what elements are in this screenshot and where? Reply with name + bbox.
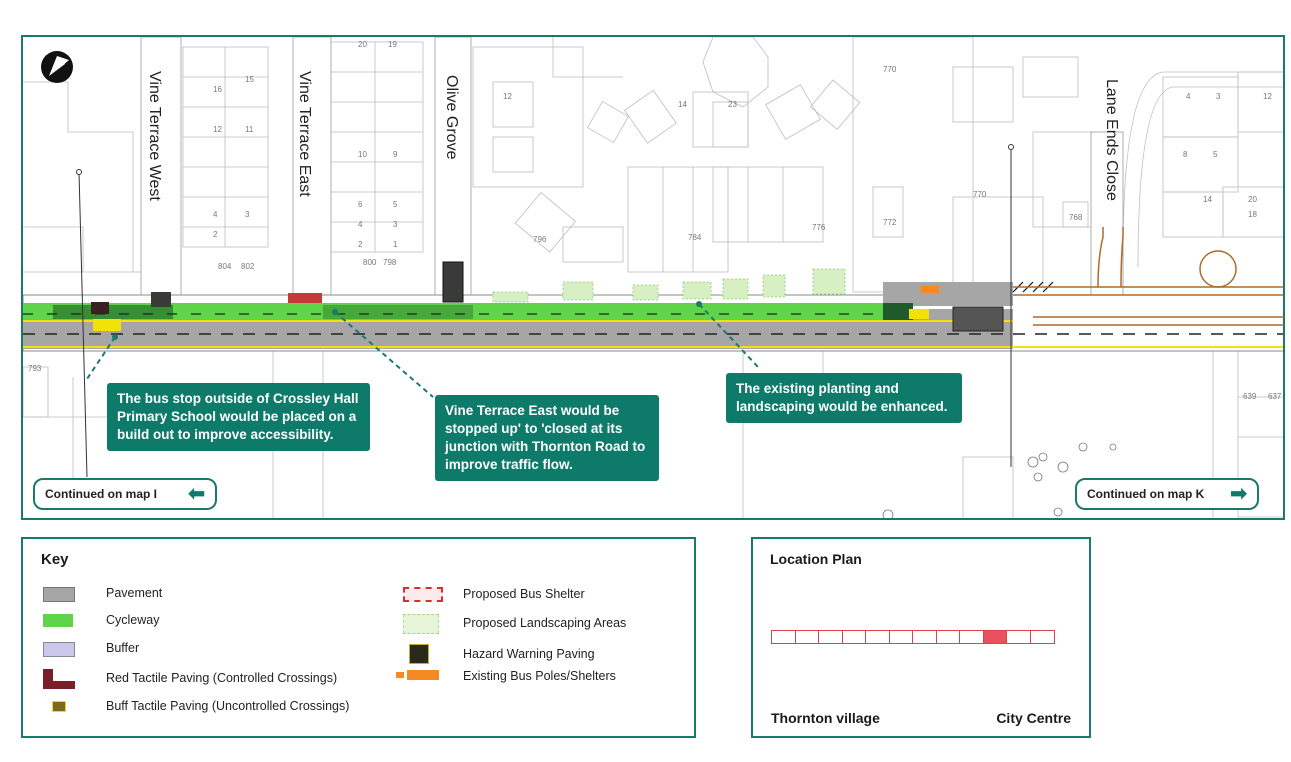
callout-bus-stop: The bus stop outside of Crossley Hall Primary School would be placed on a build out to improve accessibility. xyxy=(107,383,370,451)
location-plan-segment xyxy=(771,630,796,644)
street-label-vine-terrace-east: Vine Terrace East xyxy=(296,71,313,197)
location-plan-segment xyxy=(1006,630,1031,644)
svg-text:3: 3 xyxy=(1216,92,1221,101)
svg-text:802: 802 xyxy=(241,262,255,271)
svg-text:772: 772 xyxy=(883,218,897,227)
continue-map-i-label: Continued on map I xyxy=(45,487,157,501)
svg-text:12: 12 xyxy=(1263,92,1272,101)
hazard-paving-swatch xyxy=(409,644,429,664)
key-item-buff-tactile: Buff Tactile Paving (Uncontrolled Crossings) xyxy=(106,699,350,713)
svg-text:3: 3 xyxy=(245,210,250,219)
svg-text:770: 770 xyxy=(883,65,897,74)
location-plan-segment xyxy=(959,630,984,644)
key-item-pavement: Pavement xyxy=(106,586,163,600)
svg-text:14: 14 xyxy=(678,100,687,109)
street-label-vine-terrace-west: Vine Terrace West xyxy=(146,71,163,201)
location-plan-strip xyxy=(771,630,1053,644)
bus-shelter-swatch xyxy=(403,587,443,602)
location-plan-segment xyxy=(795,630,820,644)
location-plan-right-label: City Centre xyxy=(996,710,1071,726)
key-item-buffer: Buffer xyxy=(106,641,140,655)
callout-planting: The existing planting and landscaping would be enhanced. xyxy=(726,373,962,423)
svg-text:639: 639 xyxy=(1243,392,1257,401)
svg-text:20: 20 xyxy=(1248,195,1257,204)
side-streets xyxy=(141,37,1123,302)
svg-text:9: 9 xyxy=(393,150,398,159)
key-title: Key xyxy=(41,551,69,568)
svg-text:18: 18 xyxy=(1248,210,1257,219)
location-plan-segment xyxy=(889,630,914,644)
buffer-swatch xyxy=(43,642,75,657)
existing-bus-shelter xyxy=(921,286,939,293)
svg-text:11: 11 xyxy=(245,125,254,134)
pavement-swatch xyxy=(43,587,75,602)
svg-text:637: 637 xyxy=(1268,392,1282,401)
location-plan-panel xyxy=(751,537,1091,738)
svg-text:804: 804 xyxy=(218,262,232,271)
red-tactile-swatch xyxy=(43,669,75,689)
svg-text:798: 798 xyxy=(383,258,397,267)
location-plan-title: Location Plan xyxy=(770,551,862,567)
red-tactile xyxy=(288,293,322,303)
svg-text:1: 1 xyxy=(393,240,398,249)
svg-text:776: 776 xyxy=(812,223,826,232)
svg-text:5: 5 xyxy=(1213,150,1218,159)
key-item-red-tactile: Red Tactile Paving (Controlled Crossings) xyxy=(106,671,338,685)
svg-text:796: 796 xyxy=(533,235,547,244)
street-label-lane-ends-close: Lane Ends Close xyxy=(1103,79,1120,201)
svg-text:19: 19 xyxy=(388,40,397,49)
key-item-bus-shelter: Proposed Bus Shelter xyxy=(463,587,585,601)
continue-map-k-label: Continued on map K xyxy=(1087,487,1205,501)
key-item-hazard-paving: Hazard Warning Paving xyxy=(463,647,595,661)
svg-text:16: 16 xyxy=(213,85,222,94)
continue-map-i-button[interactable] xyxy=(33,478,217,510)
key-item-existing-bus: Existing Bus Poles/Shelters xyxy=(463,669,616,683)
bus-stop-marking xyxy=(93,319,121,331)
bus-shelter-existing-swatch xyxy=(407,670,439,680)
svg-text:784: 784 xyxy=(688,233,702,242)
svg-text:4: 4 xyxy=(358,220,363,229)
key-item-cycleway: Cycleway xyxy=(106,613,160,627)
svg-text:4: 4 xyxy=(213,210,218,219)
location-plan-segment xyxy=(865,630,890,644)
svg-text:10: 10 xyxy=(358,150,367,159)
svg-text:6: 6 xyxy=(358,200,363,209)
location-plan-segment xyxy=(983,630,1008,644)
key-panel xyxy=(21,537,696,738)
hazard-paving xyxy=(151,292,171,307)
street-label-olive-grove: Olive Grove xyxy=(443,75,460,160)
arrow-right-icon: ➡ xyxy=(1230,483,1247,505)
svg-text:2: 2 xyxy=(358,240,363,249)
svg-text:2: 2 xyxy=(213,230,218,239)
svg-text:14: 14 xyxy=(1203,195,1212,204)
svg-text:4: 4 xyxy=(1186,92,1191,101)
svg-text:8: 8 xyxy=(1183,150,1188,159)
svg-text:12: 12 xyxy=(503,92,512,101)
location-plan-left-label: Thornton village xyxy=(771,710,880,726)
continue-map-k-button[interactable] xyxy=(1075,478,1259,510)
svg-text:3: 3 xyxy=(393,220,398,229)
bus-pole-swatch xyxy=(396,672,404,678)
location-plan-segment xyxy=(912,630,937,644)
north-arrow-icon xyxy=(41,51,73,83)
buff-tactile-swatch xyxy=(52,701,66,712)
svg-text:768: 768 xyxy=(1069,213,1083,222)
svg-text:23: 23 xyxy=(728,100,737,109)
bus-stop-pavement xyxy=(883,282,1013,306)
svg-text:20: 20 xyxy=(358,40,367,49)
location-plan-segment xyxy=(936,630,961,644)
location-plan-segment xyxy=(1030,630,1055,644)
svg-text:793: 793 xyxy=(28,364,42,373)
svg-text:12: 12 xyxy=(213,125,222,134)
location-plan-segment xyxy=(818,630,843,644)
svg-text:15: 15 xyxy=(245,75,254,84)
landscaping-swatch xyxy=(403,614,439,634)
arrow-left-icon: ⬅ xyxy=(188,483,205,505)
svg-text:5: 5 xyxy=(393,200,398,209)
callout-vine-terrace-east: Vine Terrace East would be stopped up' to 'closed at its junction with Thornton Road to improve traffic flow. xyxy=(435,395,659,481)
svg-text:770: 770 xyxy=(973,190,987,199)
route-map[interactable] xyxy=(21,35,1285,520)
key-item-landscaping: Proposed Landscaping Areas xyxy=(463,616,627,630)
location-plan-segment xyxy=(842,630,867,644)
svg-text:800: 800 xyxy=(363,258,377,267)
cycleway-swatch xyxy=(43,614,73,627)
